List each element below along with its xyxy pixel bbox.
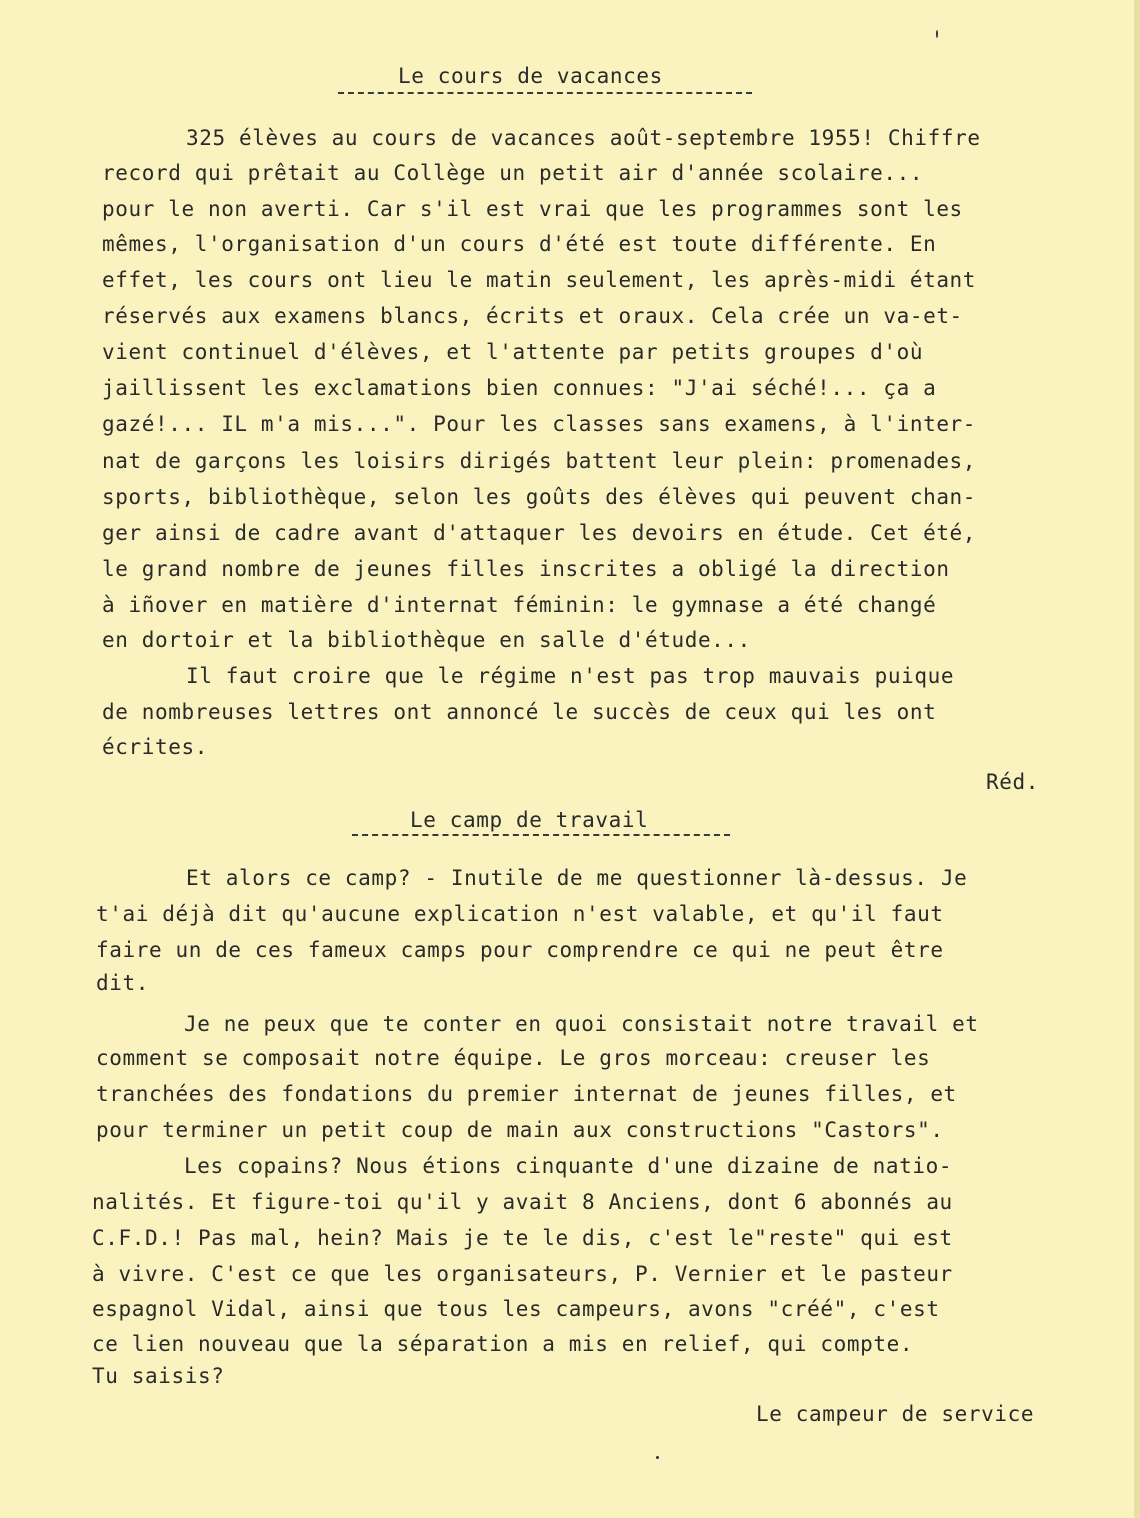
section1-line: en dortoir et la bibliothèque en salle d'étude...: [102, 628, 751, 652]
section1-line: pour le non averti. Car s'il est vrai que les programmes sont les: [102, 197, 963, 221]
section2-title-underline: [352, 834, 730, 836]
section1-line: à iñover en matière d'internat féminin: le gymnase a été changé: [102, 593, 937, 617]
section2-line: pour terminer un petit coup de main aux constructions "Castors".: [96, 1118, 944, 1142]
section2-line: Je ne peux que te conter en quoi consistait notre travail et: [184, 1012, 979, 1036]
section2-line: comment se composait notre équipe. Le gros morceau: creuser les: [96, 1046, 931, 1070]
section2-line: t'ai déjà dit qu'aucune explication n'est valable, et qu'il faut: [96, 902, 944, 926]
section2-line: espagnol Vidal, ainsi que tous les campeurs, avons "créé", c'est: [92, 1297, 940, 1321]
section2-line: faire un de ces fameux camps pour comprendre ce qui ne peut être: [96, 938, 944, 962]
section2-line: à vivre. C'est ce que les organisateurs, P. Vernier et le pasteur: [92, 1262, 953, 1286]
section1-line: record qui prêtait au Collège un petit air d'année scolaire...: [102, 161, 924, 185]
section2-line: Tu saisis?: [92, 1364, 225, 1388]
section1-title: Le cours de vacances: [398, 64, 663, 88]
section1-line: nat de garçons les loisirs dirigés battent leur plein: promenades,: [102, 449, 977, 473]
section2-line: Et alors ce camp? - Inutile de me questionner là-dessus. Je: [186, 866, 968, 890]
paper-speck: [936, 30, 938, 38]
section2-title: Le camp de travail: [410, 808, 649, 832]
section1-line: effet, les cours ont lieu le matin seulement, les après-midi étant: [102, 268, 977, 292]
section1-line: mêmes, l'organisation d'un cours d'été est toute différente. En: [102, 232, 937, 256]
section2-line: nalités. Et figure-toi qu'il y avait 8 Anciens, dont 6 abonnés au: [92, 1190, 953, 1214]
section2-line: ce lien nouveau que la séparation a mis en relief, qui compte.: [92, 1332, 914, 1356]
section1-title-underline: [338, 92, 752, 94]
section1-line: vient continuel d'élèves, et l'attente par petits groupes d'où: [102, 340, 924, 364]
section1-line: écrites.: [102, 735, 208, 759]
page-edge: [1134, 0, 1140, 1518]
section2-line: dit.: [96, 971, 149, 995]
section2-line: tranchées des fondations du premier internat de jeunes filles, et: [96, 1082, 957, 1106]
section1-line: le grand nombre de jeunes filles inscrites a obligé la direction: [102, 557, 950, 581]
section1-line: gazé!... IL m'a mis...". Pour les classes sans examens, à l'inter-: [102, 412, 977, 436]
section1-line: 325 élèves au cours de vacances août-septembre 1955! Chiffre: [186, 126, 981, 150]
section1-signature: Réd.: [986, 770, 1039, 794]
section2-line: Les copains? Nous étions cinquante d'une dizaine de natio-: [184, 1154, 953, 1178]
section1-line: Il faut croire que le régime n'est pas trop mauvais puique: [186, 664, 955, 688]
section1-line: ger ainsi de cadre avant d'attaquer les devoirs en étude. Cet été,: [102, 521, 977, 545]
section1-line: réservés aux examens blancs, écrits et oraux. Cela crée un va-et-: [102, 304, 963, 328]
section1-line: jaillissent les exclamations bien connues: "J'ai séché!... ça a: [102, 376, 937, 400]
section1-line: sports, bibliothèque, selon les goûts des élèves qui peuvent chan-: [102, 485, 977, 509]
section2-signature: Le campeur de service: [756, 1402, 1035, 1426]
paper-speck: [656, 1456, 659, 1459]
section1-line: de nombreuses lettres ont annoncé le succès de ceux qui les ont: [102, 700, 937, 724]
section2-line: C.F.D.! Pas mal, hein? Mais je te le dis, c'est le"reste" qui est: [92, 1226, 953, 1250]
